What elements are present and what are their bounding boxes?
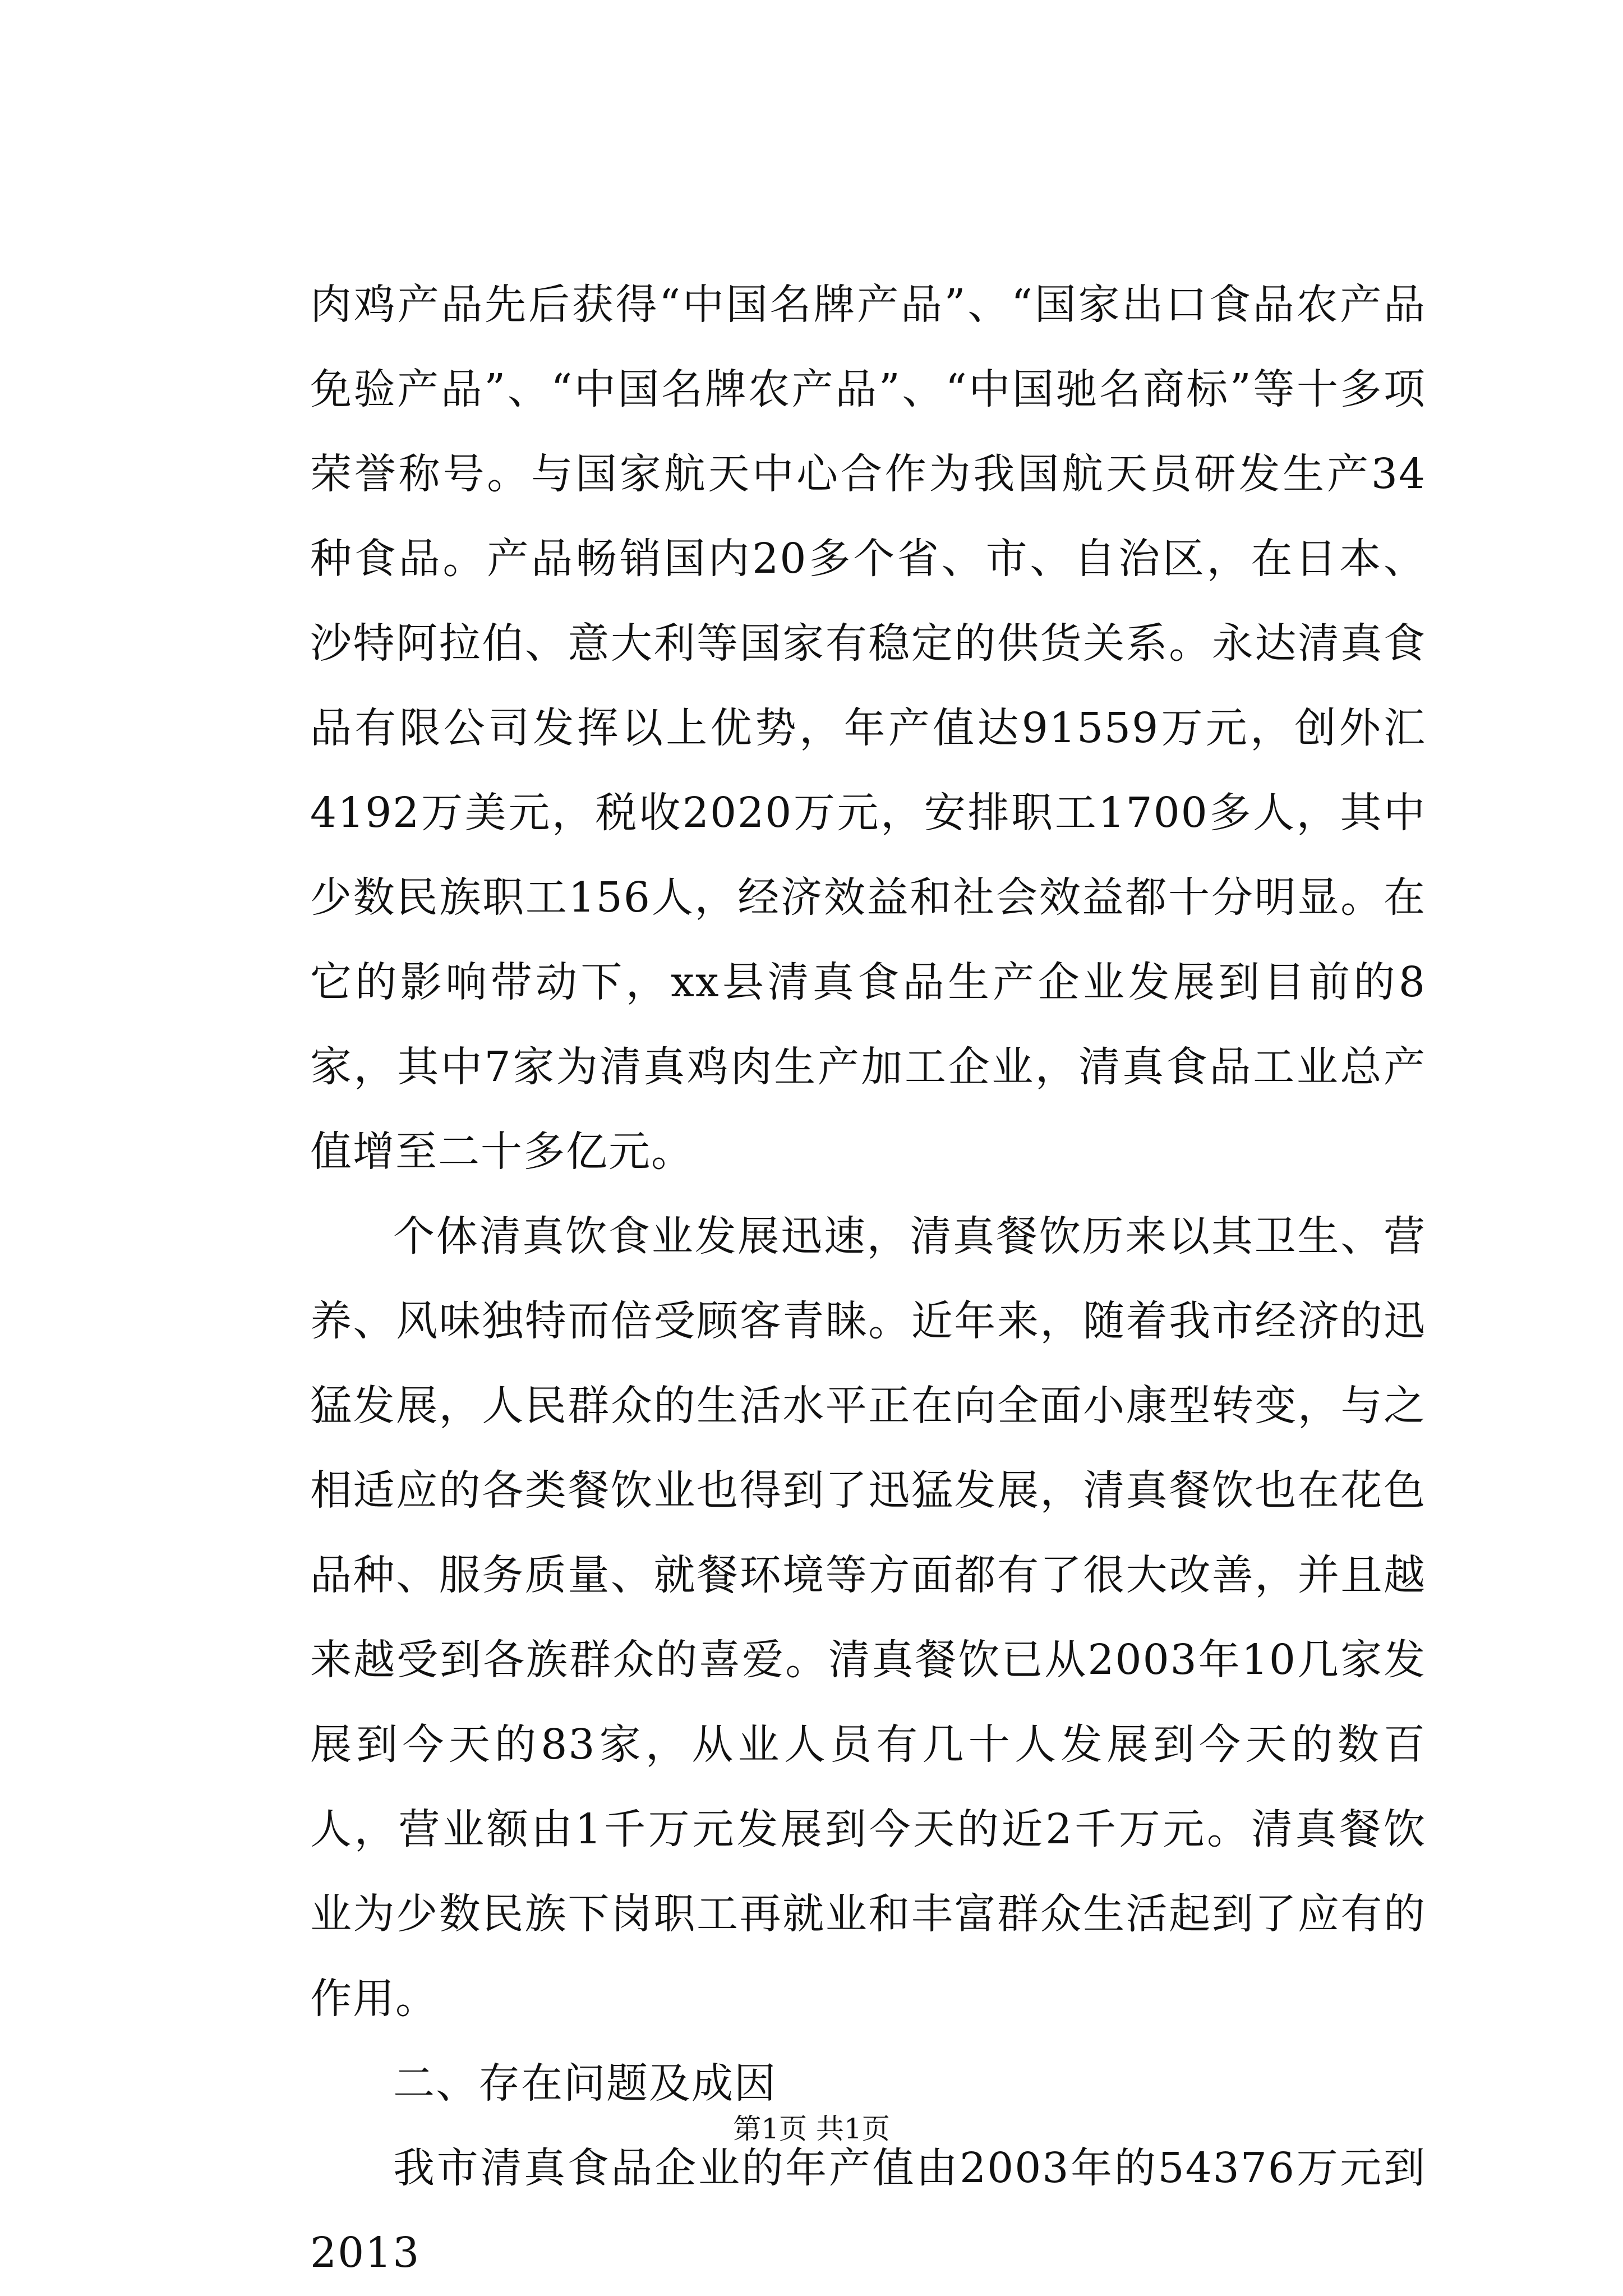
paragraph-output-value: 我市清真食品企业的年产值由2003年的54376万元到2013 xyxy=(310,2144,1426,2277)
paragraph-continuation: 肉鸡产品先后获得“中国名牌产品”、“国家出口食品农产品免验产品”、“中国名牌农产品”、“中国驰名商标”等十多项荣誉称号。与国家航天中心合作为我国航天员研发生产34种食品。产品畅销国内20多个省、市、自治区，在日本、沙特阿拉伯、意大利等国家有稳定的供货关系。永达清真食品有限公司发挥以上优势，年产值达91559万元，创外汇4192万美元，税收2020万元，安排职工1700多人，其中少数民族职工156人，经济效益和社会效益都十分明显。在它的影响带动下，xx县清真食品生产企业发展到目前的8家，其中7家为清真鸡肉生产加工企业，清真食品工业总产值增至二十多亿元。 xyxy=(310,280,1426,1176)
paragraph-halal-catering: 个体清真饮食业发展迅速，清真餐饮历来以其卫生、营养、风味独特而倍受顾客青睐。近年来，随着我市经济的迅猛发展，人民群众的生活水平正在向全面小康型转变，与之相适应的各类餐饮业也得到了迅猛发展，清真餐饮也在花色品种、服务质量、就餐环境等方面都有了很大改善，并且越来越受到各族群众的喜爱。清真餐饮已从2003年10几家发展到今天的83家，从业人员有几十人发展到今天的数百人，营业额由1千万元发展到今天的近2千万元。清真餐饮业为少数民族下岗职工再就业和丰富群众生活起到了应有的作用。 xyxy=(310,1212,1426,2023)
section-heading-problems: 二、存在问题及成因 xyxy=(393,2059,777,2108)
page-footer: 第1页 共1页 xyxy=(733,2113,890,2145)
document-body xyxy=(310,263,1426,2295)
